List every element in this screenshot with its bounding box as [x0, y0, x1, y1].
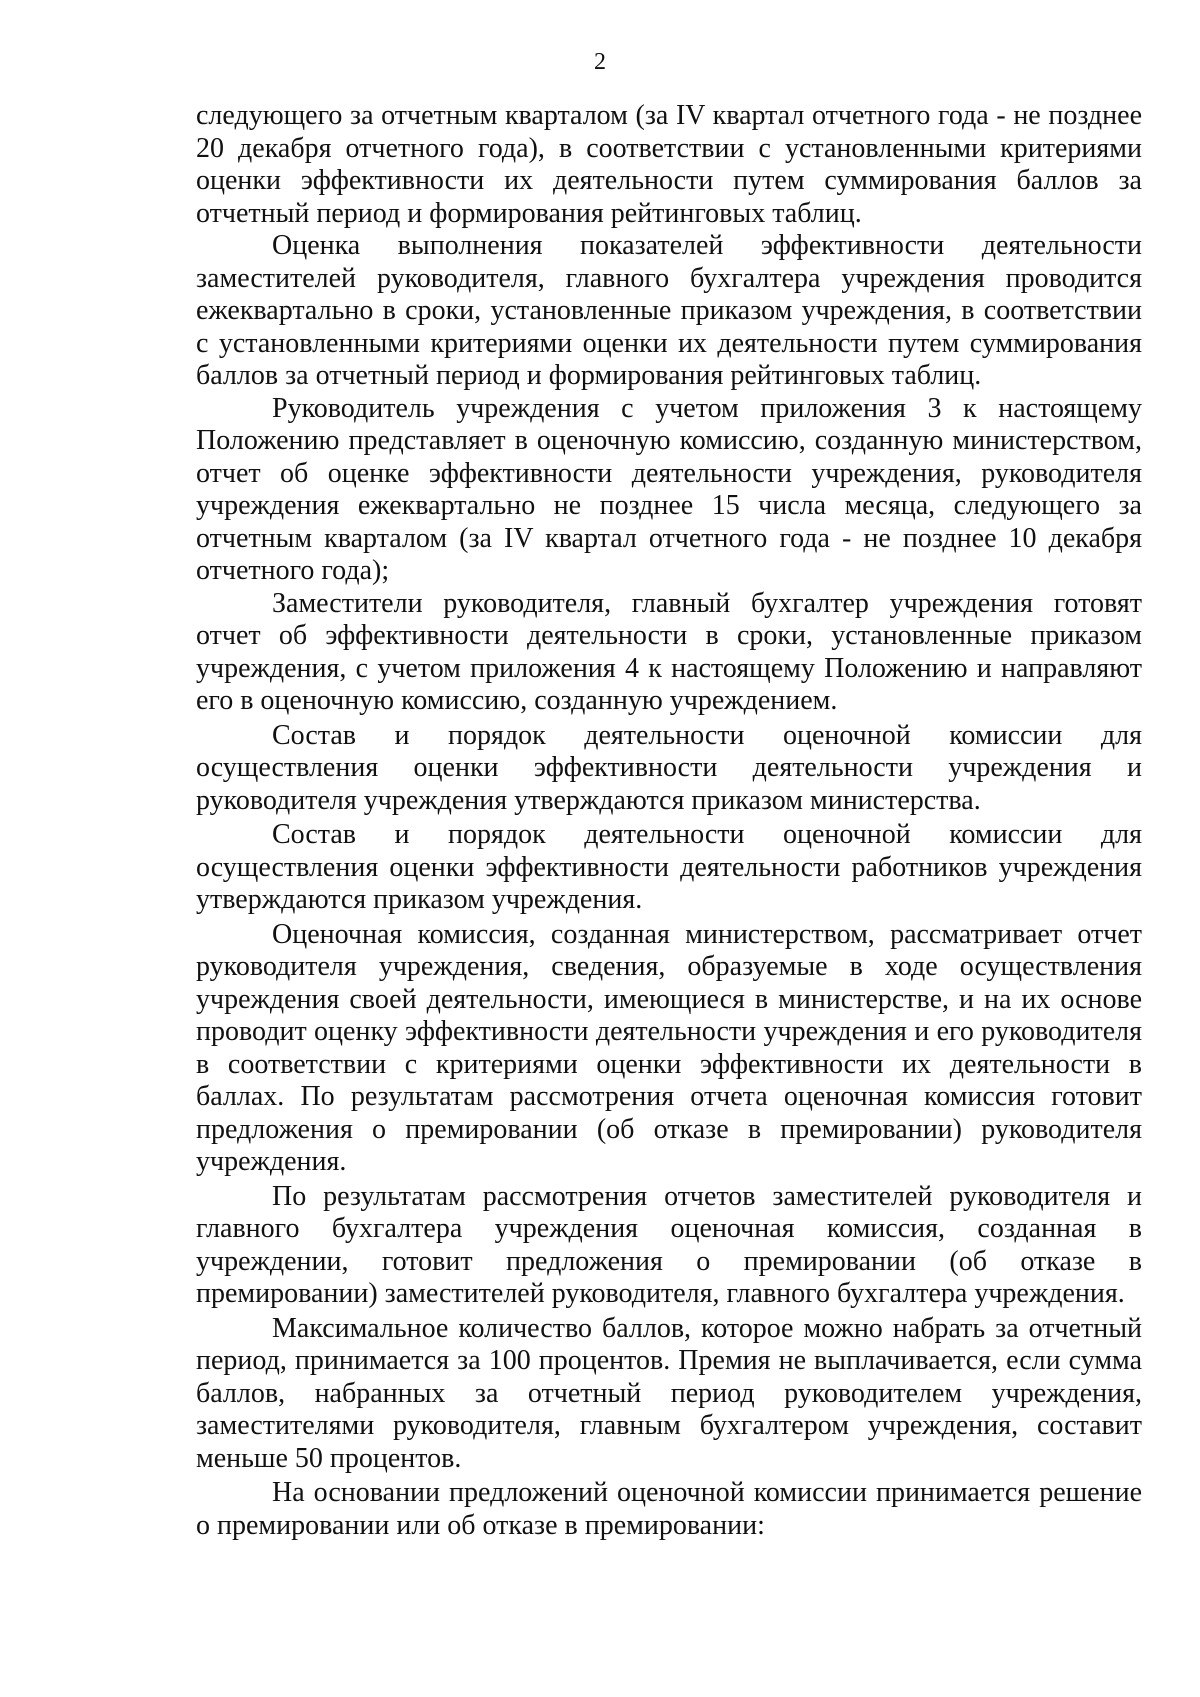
paragraph: Оценка выполнения показателей эффективности деятельности заместителей руководителя, главного бухгалтера учреждения проводится ежеквартально в сроки, установленные приказом учреждения, в соответствии с установленными критериями оценки их деятельности путем суммирования баллов за отчетный период и формирования рейтинговых таблиц. [196, 230, 1142, 391]
paragraph: Заместители руководителя, главный бухгалтер учреждения готовят отчет об эффективности деятельности в сроки, установленные приказом учреждения, с учетом приложения 4 к настоящему Положению и направляют его в оценочную комиссию, созданную учреждением. [196, 587, 1142, 716]
paragraph-continuation: следующего за отчетным кварталом (за IV квартал отчетного года - не позднее 20 декабря отчетного года), в соответствии с установленными критериями оценки эффективности их деятельности путем суммирования баллов за отчетный период и формирования рейтинговых таблиц. [196, 100, 1142, 229]
paragraph: Руководитель учреждения с учетом приложения 3 к настоящему Положению представляет в оценочную комиссию, созданную министерством, отчет об оценке эффективности деятельности учреждения, руководителя учреждения ежеквартально не позднее 15 числа месяца, следующего за отчетным кварталом (за IV квартал отчетного года - не позднее 10 декабря отчетного года); [196, 392, 1142, 586]
paragraph: На основании предложений оценочной комиссии принимается решение о премировании или об отказе в премировании: [196, 1477, 1142, 1541]
paragraph: Состав и порядок деятельности оценочной комиссии для осуществления оценки эффективности деятельности учреждения и руководителя учреждения утверждаются приказом министерства. [196, 719, 1142, 816]
paragraph: Состав и порядок деятельности оценочной комиссии для осуществления оценки эффективности деятельности работников учреждения утверждаются приказом учреждения. [196, 819, 1142, 915]
paragraph: По результатам рассмотрения отчетов заместителей руководителя и главного бухгалтера учреждения оценочная комиссия, созданная в учреждении, готовит предложения о премировании (об отказе в премировании) заместителей руководителя, главного бухгалтера учреждения. [196, 1180, 1142, 1309]
paragraph: Оценочная комиссия, созданная министерством, рассматривает отчет руководителя учреждения, сведения, образуемые в ходе осуществления учреждения своей деятельности, имеющиеся в министерстве, и на их основе проводит оценку эффективности деятельности учреждения и его руководителя в соответствии с критериями оценки эффективности их деятельности в баллах. По результатам рассмотрения отчета оценочная комиссия готовит предложения о премировании (об отказе в премировании) руководителя учреждения. [196, 918, 1142, 1177]
document-body [196, 100, 1142, 1542]
paragraph: Максимальное количество баллов, которое можно набрать за отчетный период, принимается за 100 процентов. Премия не выплачивается, если сумма баллов, набранных за отчетный период руководителем учреждения, заместителями руководителя, главным бухгалтером учреждения, составит меньше 50 процентов. [196, 1312, 1142, 1474]
page-number: 2 [594, 49, 606, 75]
